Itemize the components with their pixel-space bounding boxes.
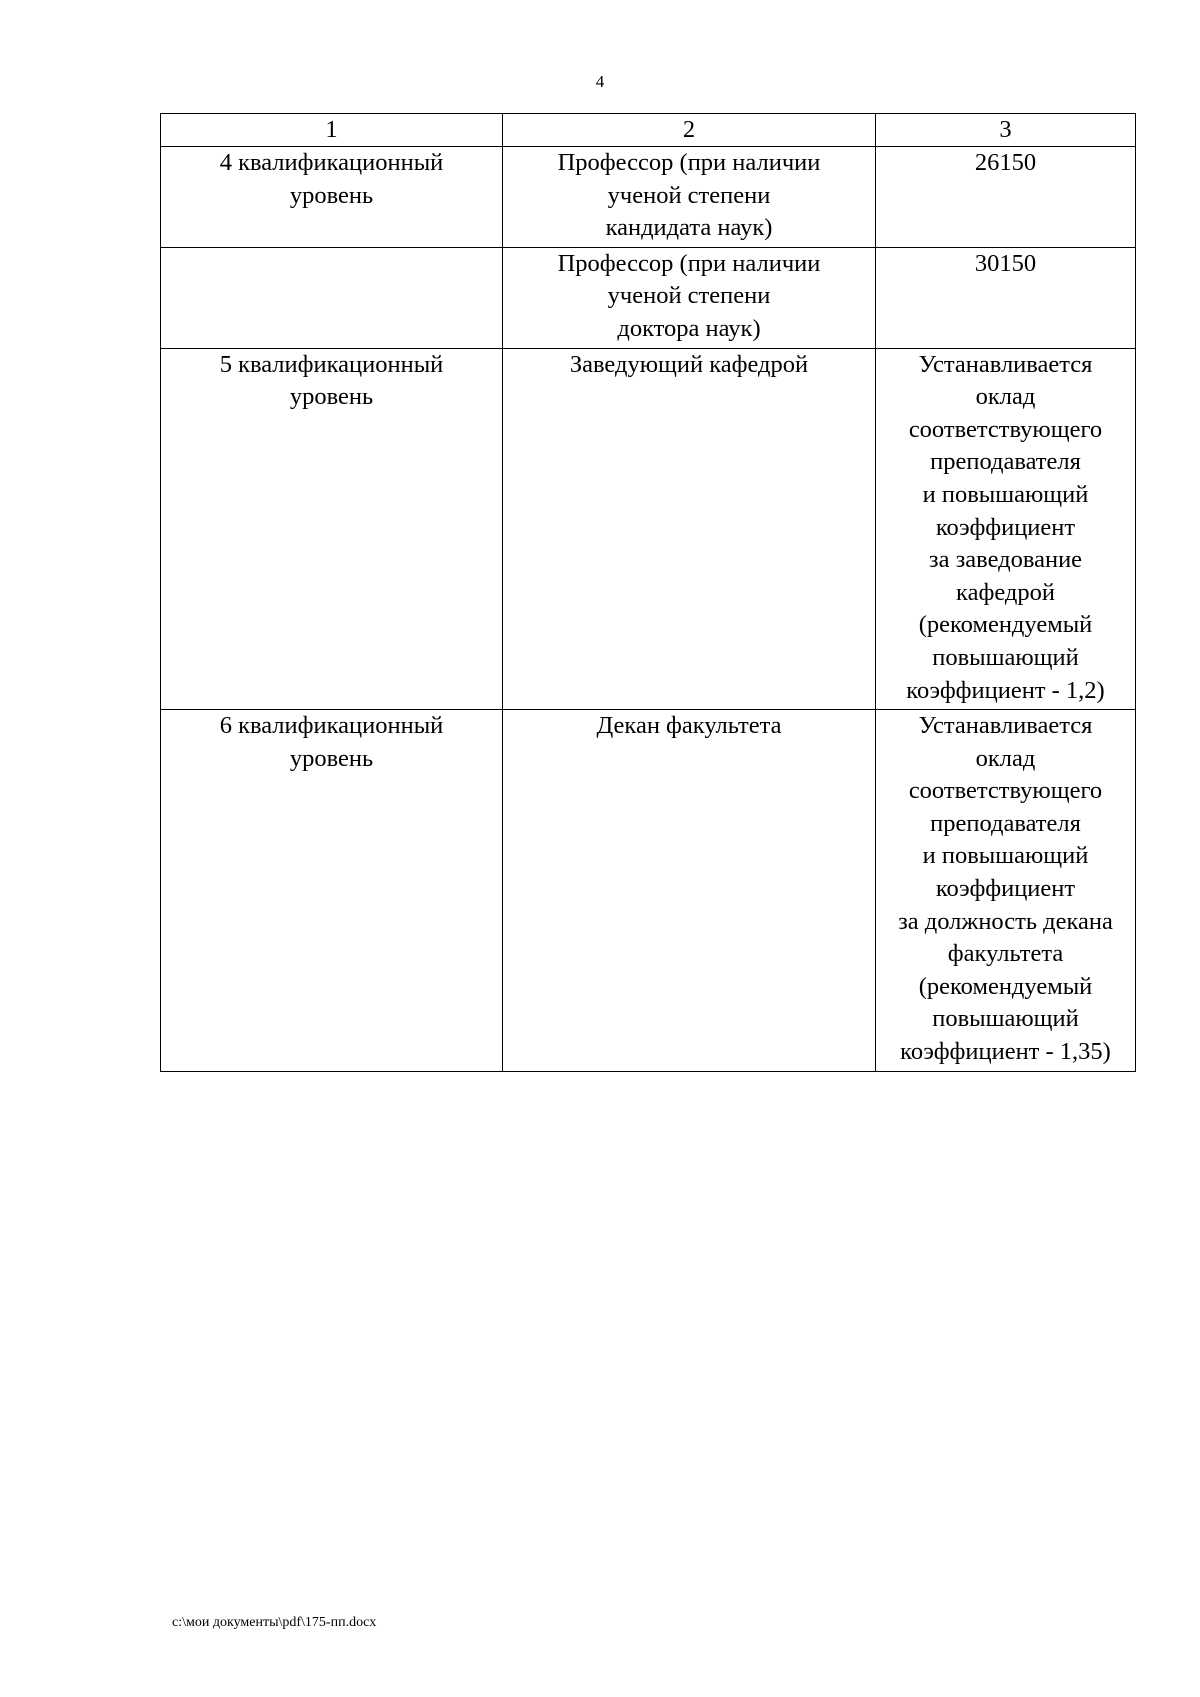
salary-cell: Устанавливается оклад соответствующего преподавателя и повышающий коэффициент за заведование кафедрой (рекомендуемый повышающий коэффициент - 1,2) [876,348,1136,710]
column-header-2: 2 [503,114,876,147]
table-row [161,147,1136,248]
salary-cell: Устанавливается оклад соответствующего преподавателя и повышающий коэффициент за должность декана факультета (рекомендуемый повышающий коэффициент - 1,35) [876,710,1136,1072]
salary-cell: 26150 [876,147,1136,248]
qualification-level-cell [161,247,503,348]
table-row [161,348,1136,710]
column-header-1: 1 [161,114,503,147]
position-cell: Профессор (при наличии ученой степени кандидата наук) [503,147,876,248]
salary-table [160,113,1136,1072]
position-cell: Декан факультета [503,710,876,1072]
position-cell: Заведующий кафедрой [503,348,876,710]
position-cell: Профессор (при наличии ученой степени доктора наук) [503,247,876,348]
table-row [161,247,1136,348]
qualification-level-cell: 5 квалификационный уровень [161,348,503,710]
salary-cell: 30150 [876,247,1136,348]
qualification-level-cell: 4 квалификационный уровень [161,147,503,248]
column-header-3: 3 [876,114,1136,147]
footer-file-path: c:\мои документы\pdf\175-пп.docx [172,1615,377,1630]
table-header-row [161,114,1136,147]
page-number: 4 [595,72,605,91]
table-row [161,710,1136,1072]
qualification-level-cell: 6 квалификационный уровень [161,710,503,1072]
